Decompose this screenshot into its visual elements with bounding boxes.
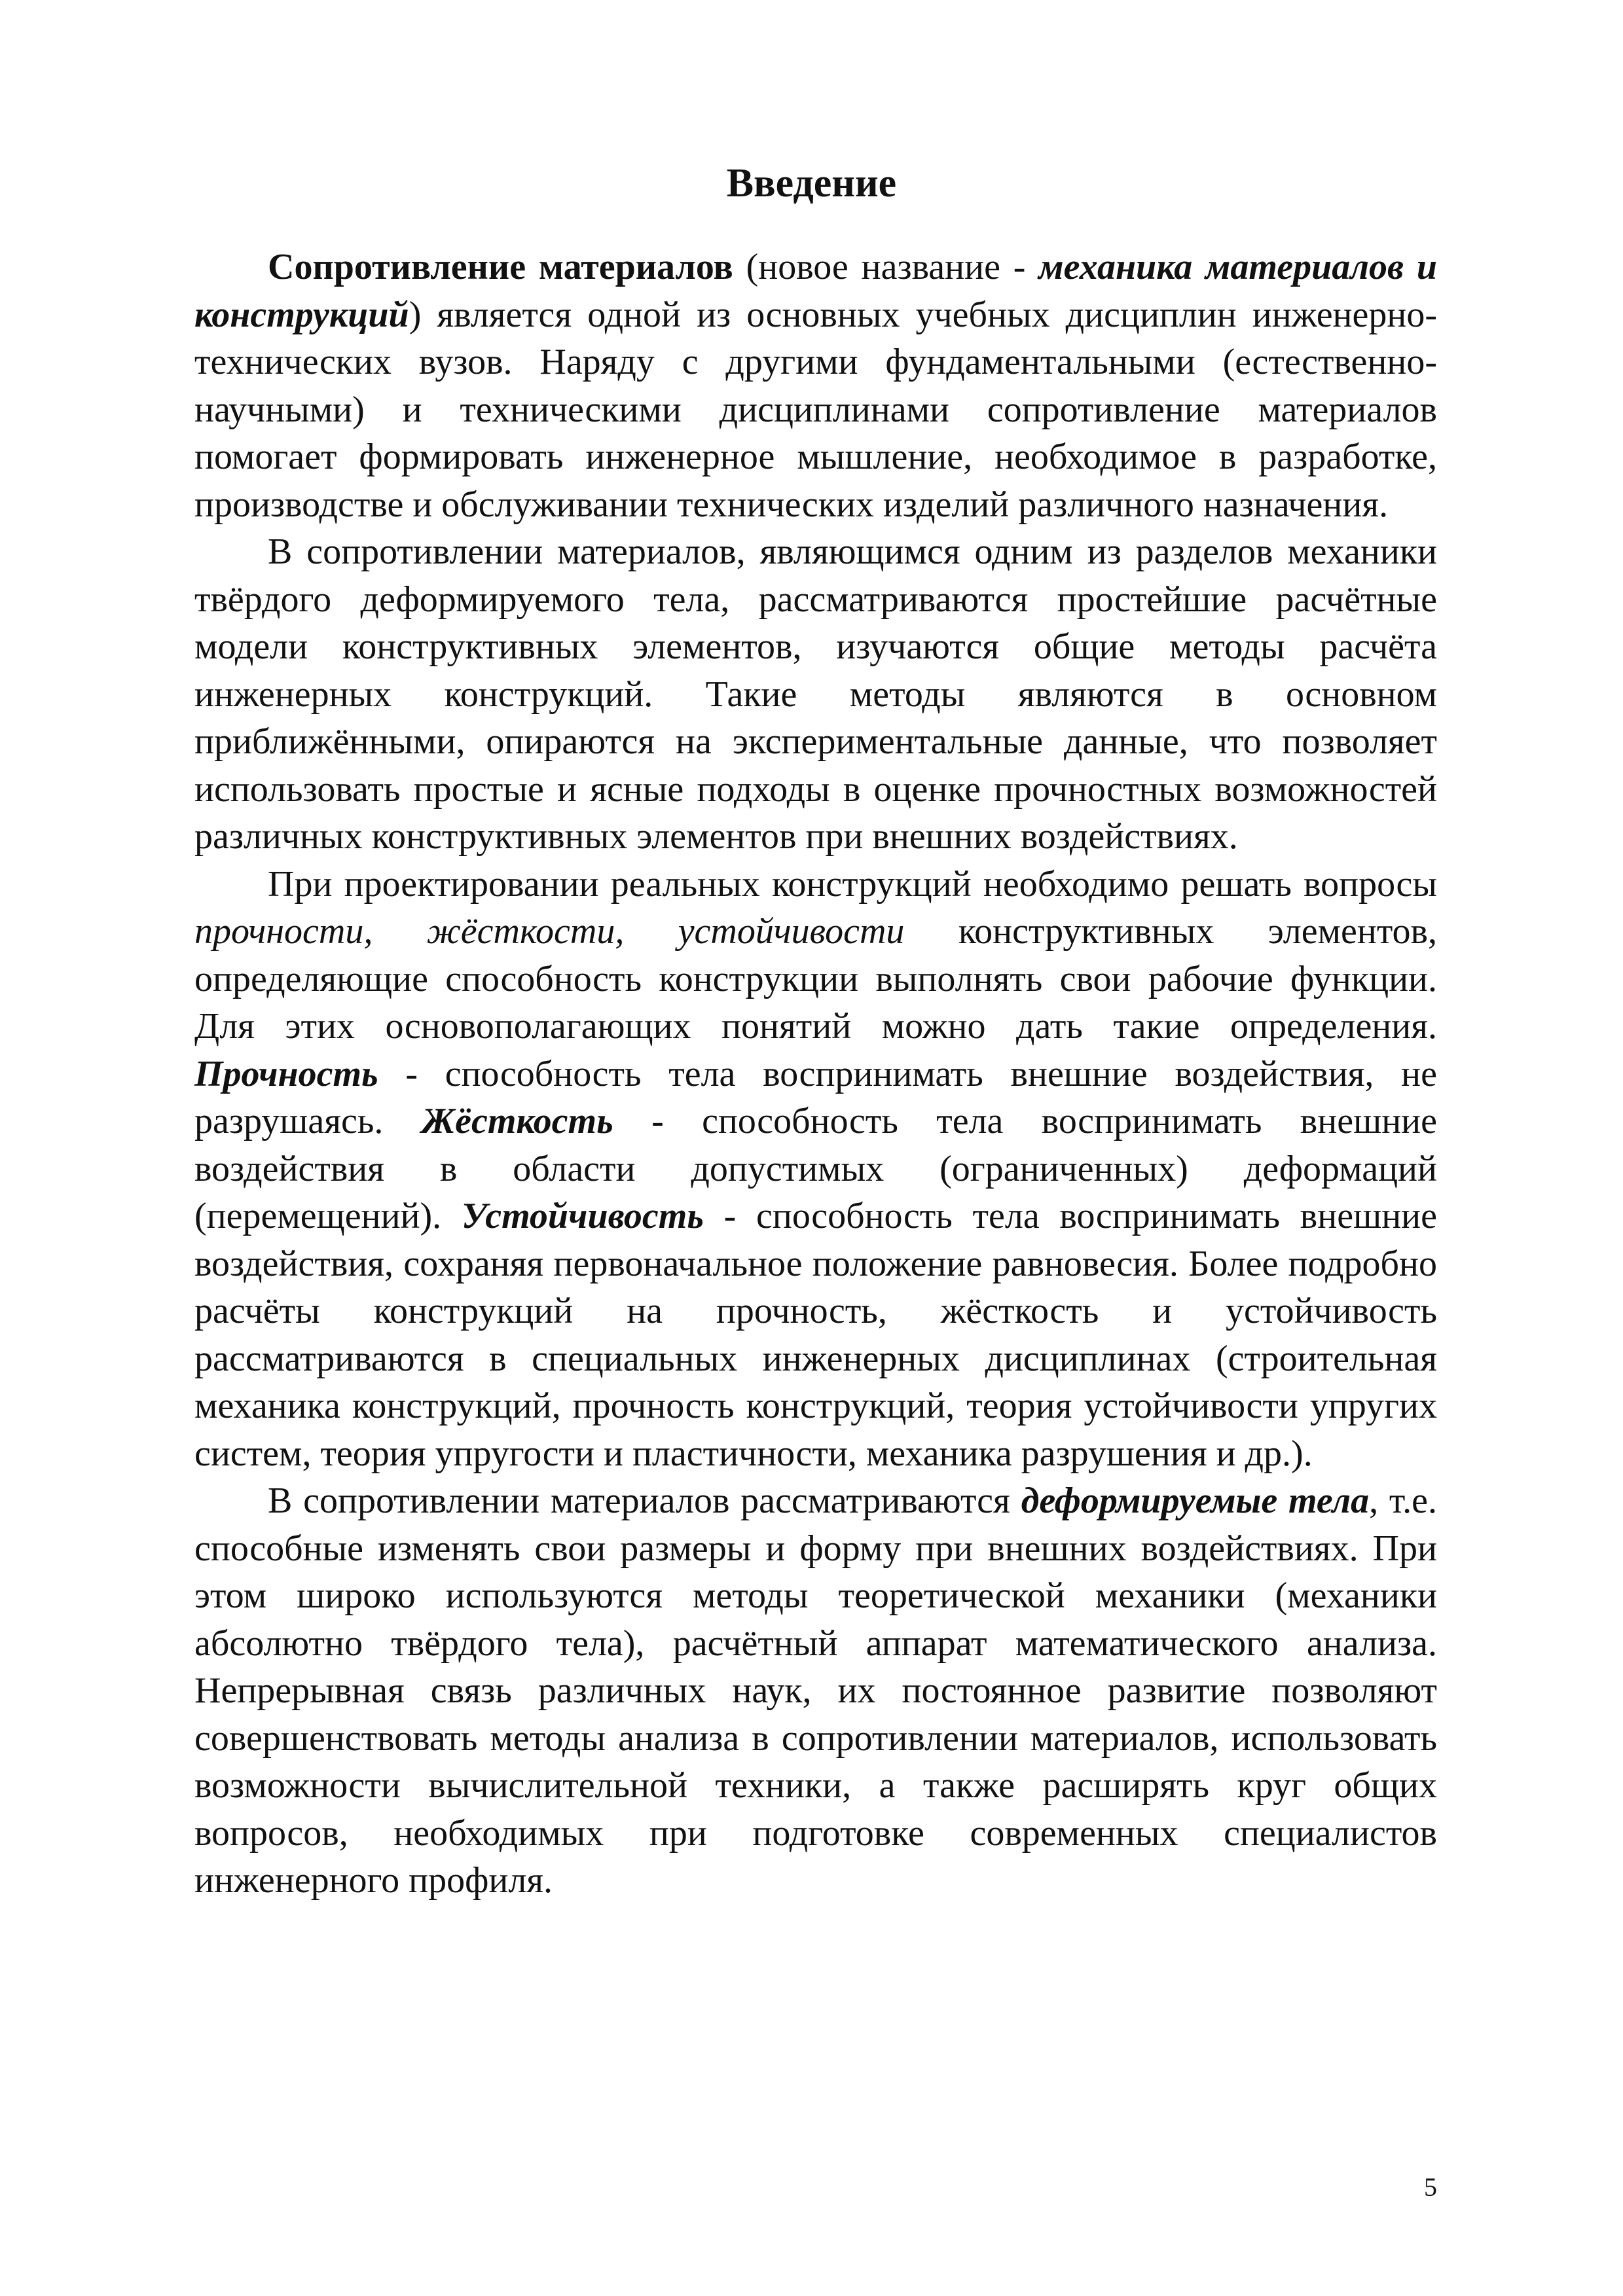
term-stiffness: Жёсткость	[421, 1101, 613, 1141]
paragraph-1-text-a: (новое название -	[733, 247, 1039, 287]
paragraph-1-text-b: ) является одной из основных учебных дисциплин инженерно-технических вузов. Наряду с другими фундаментальными (естественно-научными) и техническими дисциплинами сопротивление материалов помогает формировать инженерное мышление, необходимое в разработке, производстве и обслуживании технических изделий различного назначения.	[194, 294, 1437, 525]
paragraph-3-text-b: конструктивных элементов, определяющие способность конструкции выполнять свои рабочие функции. Для этих основополагающих понятий можно дать такие определения.	[194, 911, 1437, 1047]
term-strength-of-materials: Сопротивление материалов	[268, 247, 733, 287]
term-strength: Прочность	[194, 1053, 378, 1094]
paragraph-4-text-b: , т.е. способные изменять свои размеры и форму при внешних воздействиях. При этом широко используются методы теоретической механики (механики абсолютно твёрдого тела), расчётный аппарат математического анализа. Непрерывная связь различных наук, их постоянное развитие позволяют совершенствовать методы анализа в сопротивлении материалов, использовать возможности вычислительной техники, а также расширять круг общих вопросов, необходимых при подготовке современных специалистов инженерного профиля.	[194, 1480, 1438, 1901]
paragraph-3-text-d: - способность тела воспринимать внешние воздействия в области допустимых (ограниченных) деформаций (перемещений).	[194, 1101, 1437, 1236]
paragraph-2	[194, 528, 1437, 861]
page-title: Введение	[726, 161, 897, 206]
body-text	[194, 243, 1437, 1905]
term-deformable-bodies: деформируемые тела	[1021, 1480, 1370, 1521]
paragraph-3	[194, 861, 1437, 1478]
paragraph-4-text-a: В сопротивлении материалов рассматриваются	[268, 1480, 1021, 1521]
italic-concepts: прочности, жёсткости, устойчивости	[194, 911, 905, 952]
paragraph-2-text: В сопротивлении материалов, являющимся одним из разделов механики твёрдого деформируемого тела, рассматриваются простейшие расчётные модели конструктивных элементов, изучаются общие методы расчёта инженерных конструкций. Такие методы являются в основном приближёнными, опираются на экспериментальные данные, что позволяет использовать простые и ясные подходы в оценке прочностных возможностей различных конструктивных элементов при внешних воздействиях.	[194, 531, 1437, 857]
paragraph-1	[194, 243, 1437, 528]
paragraph-4	[194, 1477, 1437, 1905]
paragraph-3-text-a: При проектировании реальных конструкций необходимо решать вопросы	[268, 863, 1437, 905]
paragraph-3-text-c: - способность тела воспринимать внешние воздействия, не разрушаясь.	[194, 1053, 1437, 1141]
term-new-name: механика материалов и конструкций	[194, 247, 1437, 335]
term-stability: Устойчивость	[461, 1196, 704, 1236]
page-number: 5	[1424, 2172, 1437, 2202]
paragraph-3-text-e: - способность тела воспринимать внешние воздействия, сохраняя первоначальное положение равновесия. Более подробно расчёты конструкций на прочность, жёсткость и устойчивость рассматриваются в специальных инженерных дисциплинах (строительная механика конструкций, прочность конструкций, теория устойчивости упругих систем, теория упругости и пластичности, механика разрушения и др.).	[194, 1196, 1437, 1474]
